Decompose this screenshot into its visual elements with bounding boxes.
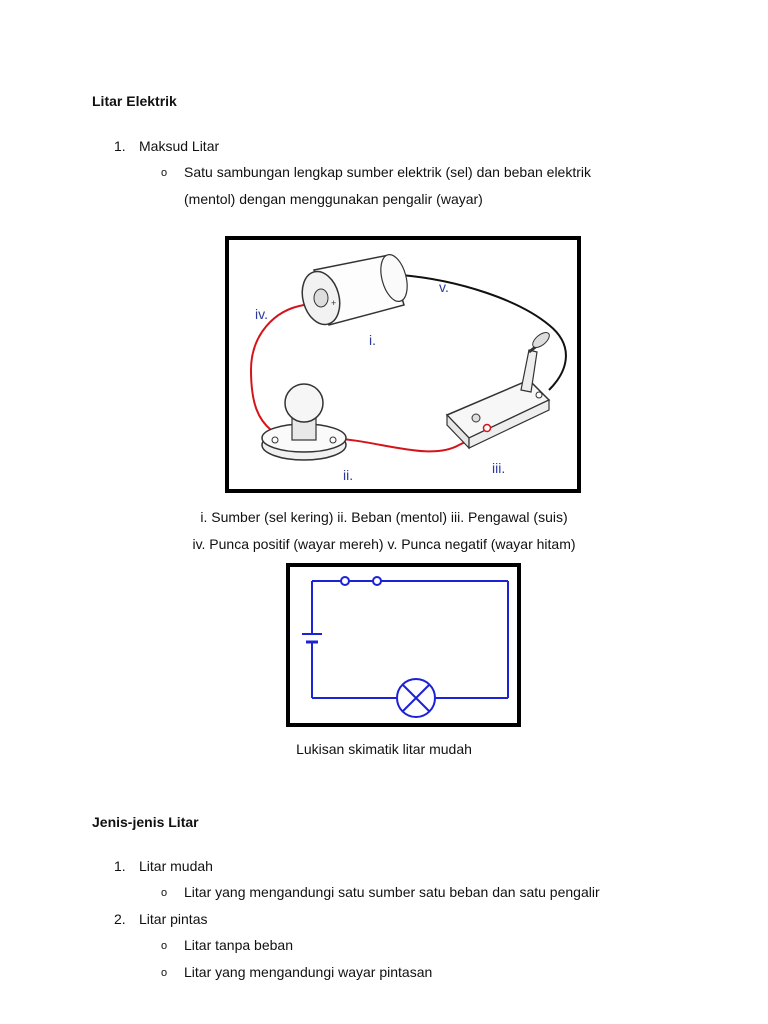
bullet-marker: o	[161, 167, 168, 179]
label-ii: ii.	[343, 467, 354, 483]
list-item-litar-pintas: Litar pintas	[139, 911, 208, 927]
list-item-maksud-litar: Maksud Litar	[139, 138, 220, 154]
bullet-marker: o	[161, 967, 168, 979]
schematic-cell-symbol	[302, 634, 322, 642]
svg-text:+: +	[331, 298, 337, 308]
black-wire	[401, 275, 566, 390]
definition-line-2: (mentol) dengan menggunakan pengalir (wayar)	[184, 191, 483, 207]
bullet-marker: o	[161, 887, 168, 899]
list-item-litar-mudah: Litar mudah	[139, 858, 213, 874]
figure1-caption-line-1: i. Sumber (sel kering) ii. Beban (mentol) iii. Pengawal (suis)	[200, 509, 568, 525]
list-item-litar-mudah-desc: Litar yang mengandungi satu sumber satu beban dan satu pengalir	[184, 884, 600, 900]
section-heading-jenis-litar: Jenis-jenis Litar	[92, 814, 199, 830]
bulb-on-holder	[262, 384, 346, 460]
list-item-litar-pintas-desc-1: Litar tanpa beban	[184, 937, 293, 953]
bullet-marker: o	[161, 940, 168, 952]
label-i: i.	[369, 332, 376, 348]
section-heading-litar-elektrik: Litar Elektrik	[92, 93, 177, 109]
simple-circuit-schematic	[290, 567, 517, 723]
list-number: 1.	[114, 858, 126, 874]
circuit-illustration-frame	[225, 236, 581, 493]
schematic-caption: Lukisan skimatik litar mudah	[296, 741, 472, 757]
definition-line-1: Satu sambungan lengkap sumber elektrik (sel) dan beban elektrik	[184, 164, 592, 180]
dry-cell-battery	[297, 252, 412, 329]
schematic-switch-terminal-1	[341, 577, 349, 585]
list-number: 1.	[114, 138, 126, 154]
schematic-frame	[286, 563, 521, 727]
label-iii: iii.	[492, 460, 506, 476]
list-item-litar-pintas-desc-2: Litar yang mengandungi wayar pintasan	[184, 964, 433, 980]
schematic-switch-terminal-2	[373, 577, 381, 585]
label-v: v.	[439, 279, 449, 295]
knife-switch	[447, 330, 552, 448]
circuit-illustration	[229, 240, 577, 489]
schematic-lamp-symbol	[397, 679, 435, 717]
label-iv: iv.	[255, 306, 268, 322]
figure1-caption-line-2: iv. Punca positif (wayar mereh) v. Punca negatif (wayar hitam)	[192, 536, 576, 552]
list-number: 2.	[114, 911, 126, 927]
